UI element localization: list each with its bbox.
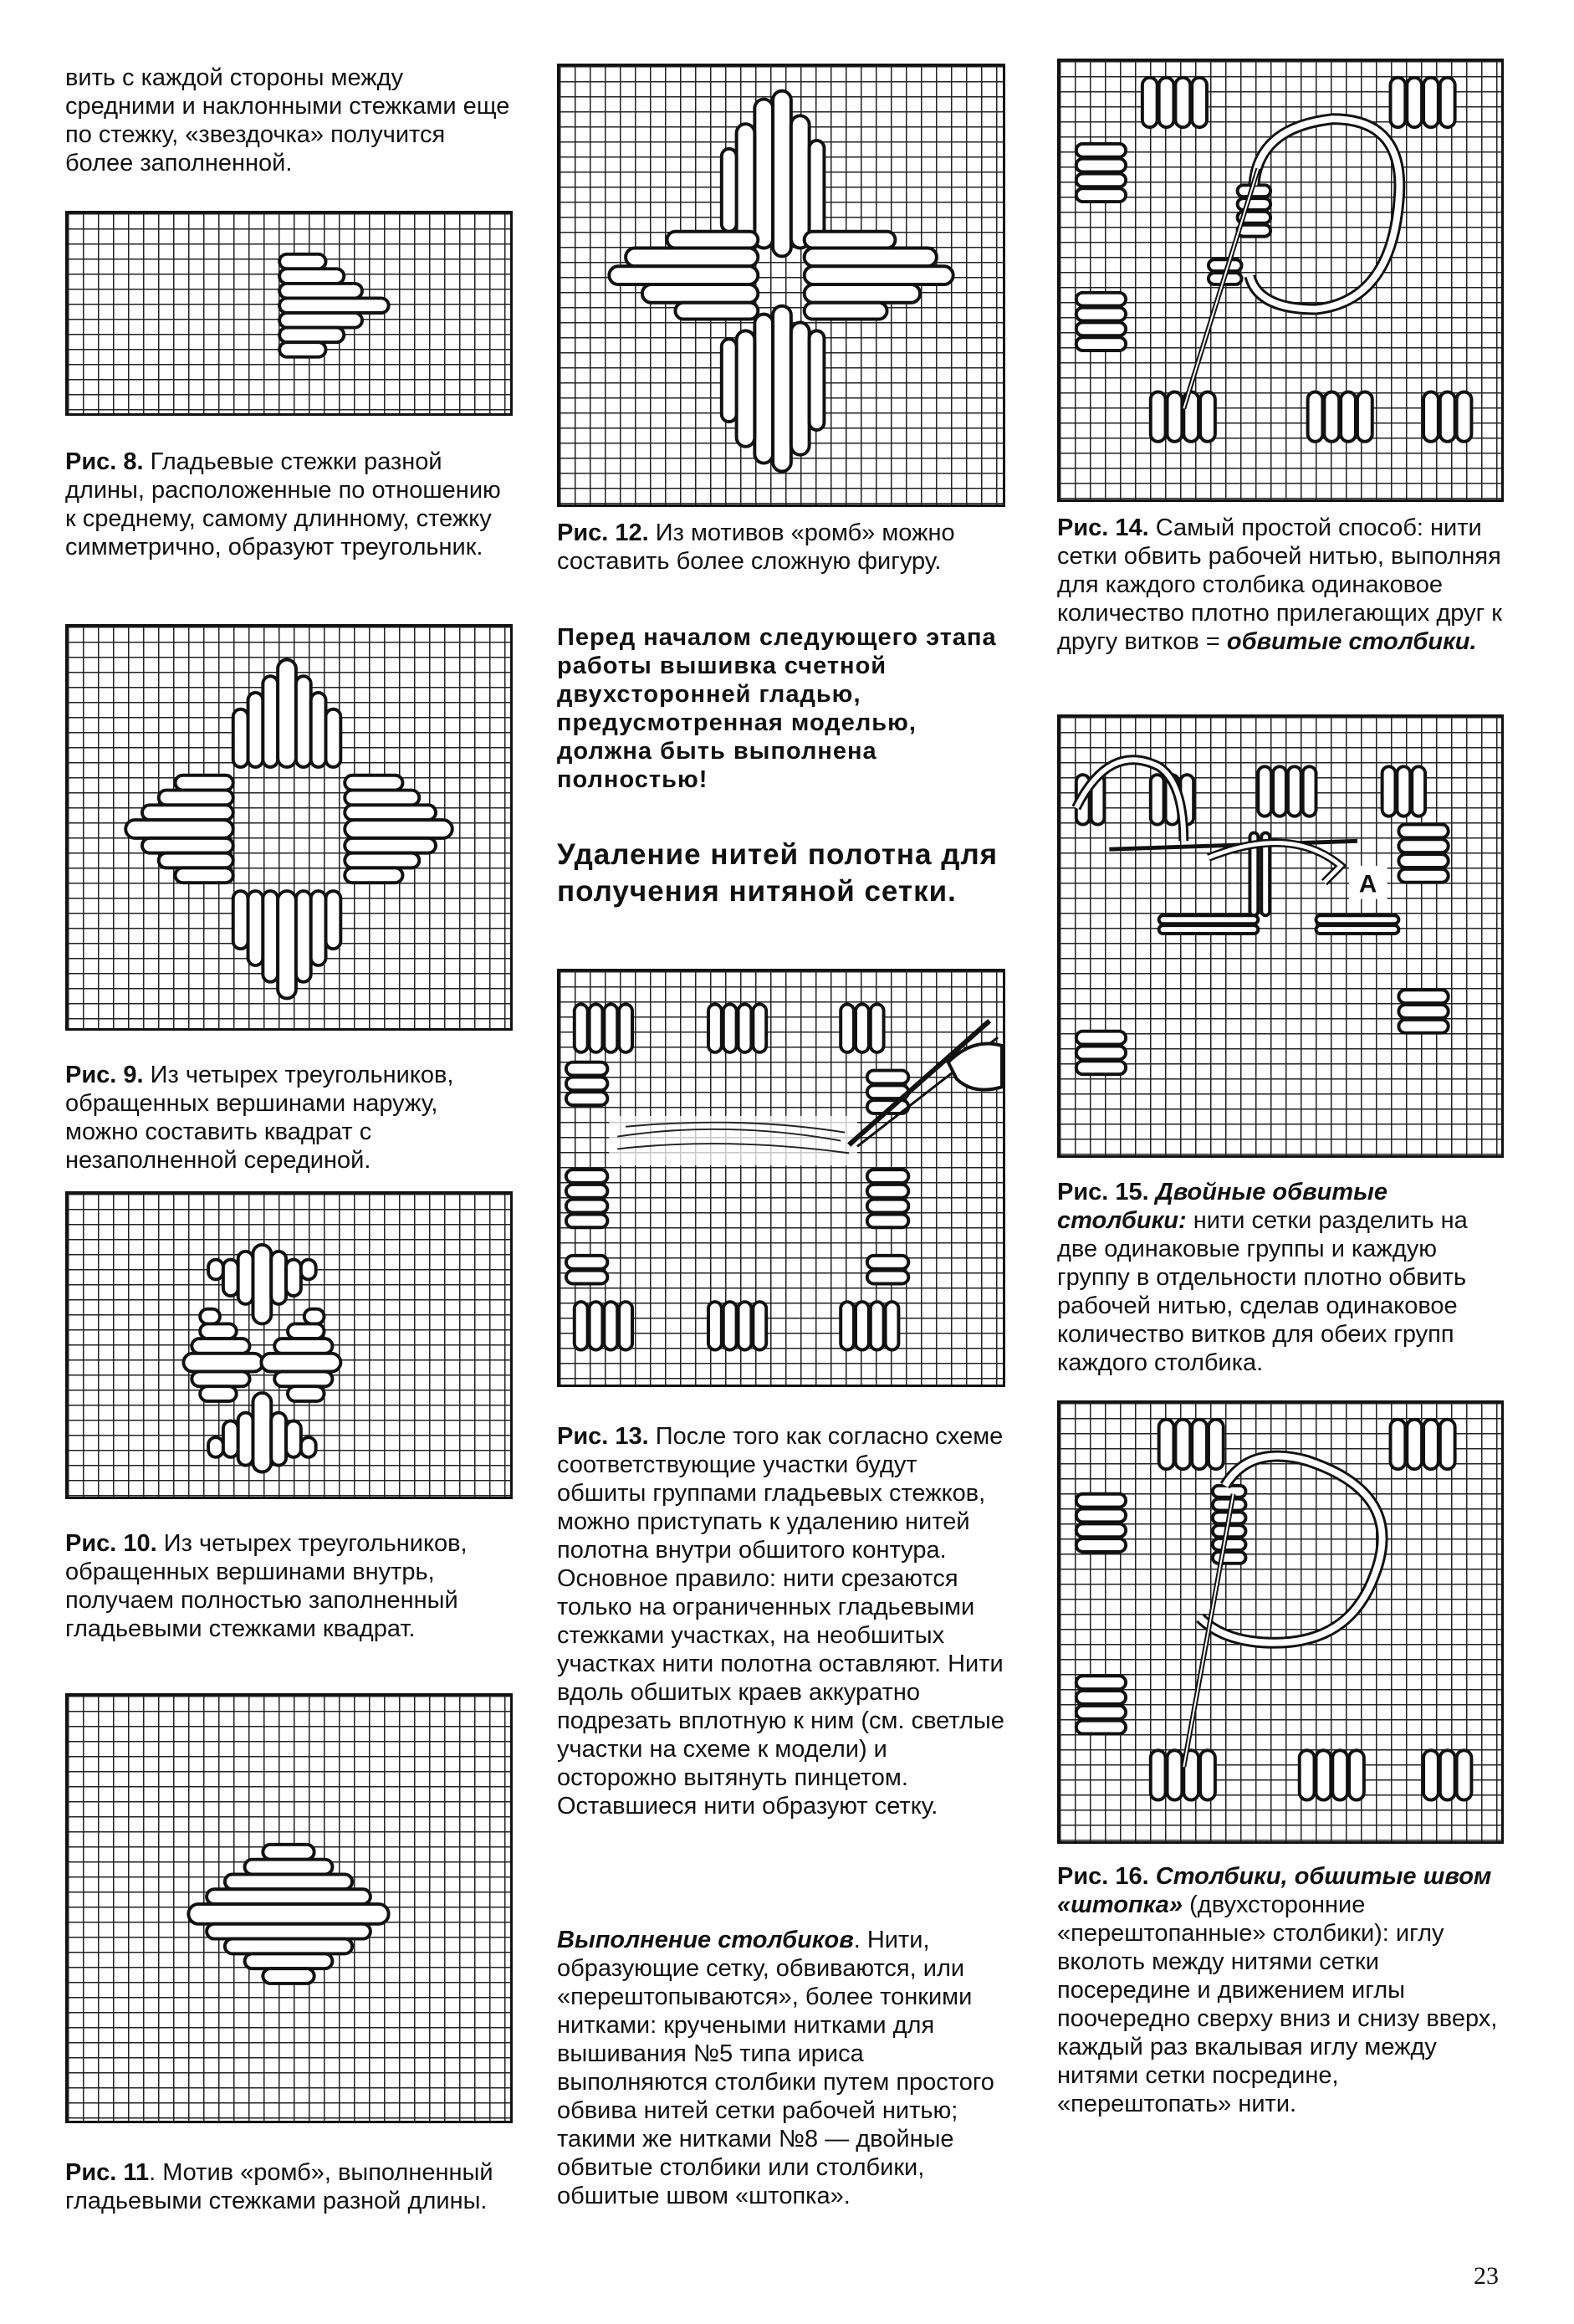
figure-11-rhombus	[65, 1693, 513, 2123]
page-number: 23	[1474, 2262, 1499, 2290]
figure-13-caption: Рис. 13. После того как согласно схеме соответствующие участки будут обшиты группами гладьевых стежков, можно приступать к удалению нитей полотна внутри обшитого контура. Основное правило: нити срезаются только на ограниченных гладьевыми стежками участках, на необшитых участках нити полотна оставляют. Нити вдоль обшитых краев аккуратно подрезать вплотную к ним (см. светлые участки на схеме к модели) и осторожно вытянуть пинцетом. Оставшиеся нити образуют сетку.	[557, 1423, 1004, 1820]
figure-15-marker: A	[1358, 870, 1377, 898]
figure-13-thread-removal	[557, 969, 1005, 1387]
intro-paragraph: вить с каждой стороны между средними и наклонными стежками еще по стежку, «звездочка» получится более заполненной.	[65, 64, 510, 177]
figure-16-darned-bars	[1057, 1400, 1504, 1844]
figure-11-caption: Рис. 11. Мотив «ромб», выполненный гладьевыми стежками разной длины.	[65, 2159, 493, 2214]
figure-15-double-wrapped-bars	[1057, 714, 1504, 1158]
figure-9-hollow-square	[65, 624, 513, 1031]
figure-8-caption: Рис. 8. Гладьевые стежки разной длины, расположенные по отношению к среднему, самому длинному, стежку симметрично, образуют треугольник.	[65, 448, 501, 561]
figure-8-triangle	[65, 211, 513, 416]
section-heading: Удаление нитей полотна для получения нитяной сетки.	[557, 838, 999, 908]
figure-14-wrapped-bars	[1057, 59, 1504, 502]
figure-10-caption: Рис. 10. Из четырех треугольников, обращенных вершинами внутрь, получаем полностью заполненный гладьевыми стежками квадрат.	[65, 1530, 468, 1642]
figure-9-caption: Рис. 9. Из четырех треугольников, обращенных вершинами наружу, можно составить квадрат с незаполненной серединой.	[65, 1062, 454, 1174]
figure-10-filled-square	[65, 1191, 513, 1499]
figure-15-caption: Рис. 15. Двойные обвитые столбики: нити сетки разделить на две одинаковые группы и каждую группу в отдельности плотно обвить рабочей нитью, сделав одинаковое количество витков для обеих групп каждого столбика.	[1057, 1179, 1468, 1376]
notice-paragraph: Перед началом следующего этапа работы вышивка счетной двухсторонней гладью, предусмотренная моделью, должна быть выполнена полностью!	[557, 624, 997, 793]
columns-paragraph: Выполнение столбиков. Нити, образующие сетку, обвиваются, или «перештопываются», более тонкими нитками: кручеными нитками для вышивания №5 типа ириса выполняются столбики путем простого обвива нитей сетки рабочей нитью; такими же нитками №8 — двойные обвитые столбики или столбики, обшитые швом «штопка».	[557, 1927, 994, 2209]
figure-14-caption: Рис. 14. Самый простой способ: нити сетки обвить рабочей нитью, выполняя для каждого столбика одинаковое количество плотно прилегающих друг к другу витков = обвитые столбики.	[1057, 514, 1502, 655]
figure-12-complex-motif	[557, 64, 1005, 507]
figure-16-caption: Рис. 16. Столбики, обшитые швом «штопка» (двухсторонние «перештопанные» столбики): иглу вколоть между нитями сетки посередине и движением иглы поочередно сверху вниз и снизу вверх, каждый раз вкалывая иглу между нитями сетки посредине, «перештопать» нити.	[1057, 1863, 1498, 2117]
figure-12-caption: Рис. 12. Из мотивов «ромб» можно составить более сложную фигуру.	[557, 520, 955, 575]
